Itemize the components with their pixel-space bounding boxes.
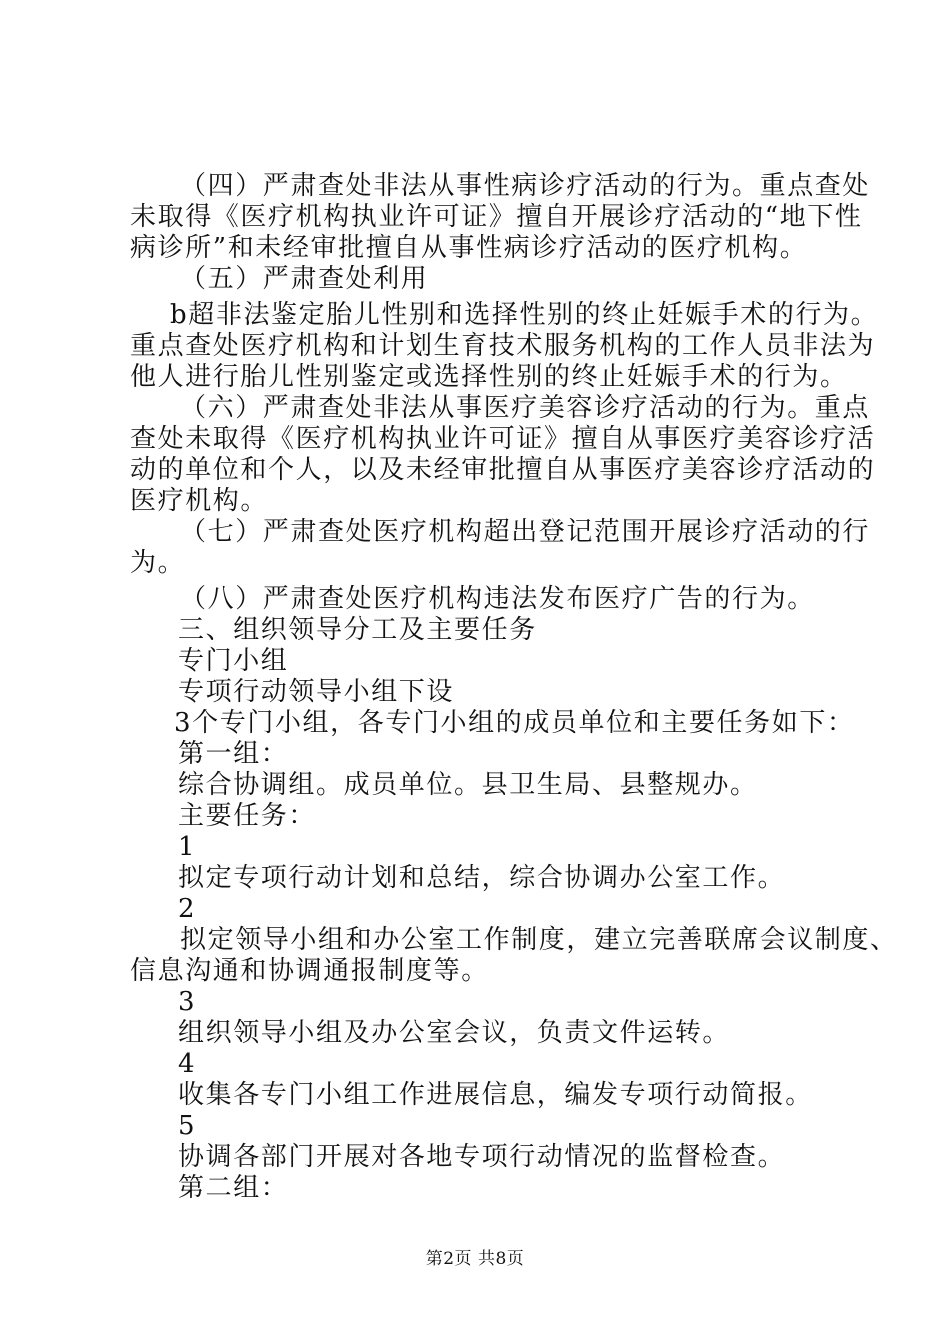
paragraph-line: 综合协调组。成员单位。县卫生局、县整规办。 <box>178 770 758 800</box>
document-body <box>130 171 898 1204</box>
paragraph-line: （六）严肃查处非法从事医疗美容诊疗活动的行为。重点 <box>180 393 871 423</box>
paragraph-line: 专门小组 <box>178 646 289 676</box>
paragraph-line: （五）严肃查处利用 <box>180 264 429 294</box>
paragraph-line: 为。 <box>130 548 186 578</box>
paragraph-line: 未取得《医疗机构执业许可证》擅自开展诊疗活动的“地下性 <box>130 202 863 232</box>
paragraph-line: 病诊所”和未经审批擅自从事性病诊疗活动的医疗机构。 <box>130 233 808 263</box>
paragraph-line: 动的单位和个人，以及未经审批擅自从事医疗美容诊疗活动的 <box>130 455 876 485</box>
paragraph-line: 3个专门小组，各专门小组的成员单位和主要任务如下： <box>174 708 855 738</box>
list-number: 2 <box>178 894 197 924</box>
group-heading: 第二组： <box>178 1173 289 1203</box>
list-item: 组织领导小组及办公室会议，负责文件运转。 <box>178 1018 731 1048</box>
list-number: 3 <box>178 987 197 1017</box>
page-number-footer: 第2页 共8页 <box>425 1249 525 1269</box>
list-number: 4 <box>178 1049 197 1079</box>
paragraph-line: 重点查处医疗机构和计划生育技术服务机构的工作人员非法为 <box>130 331 876 361</box>
paragraph-line: 主要任务： <box>178 801 317 831</box>
group-heading: 第一组： <box>178 739 289 769</box>
section-heading: 三、组织领导分工及主要任务 <box>178 615 537 645</box>
paragraph-line: 专项行动领导小组下设 <box>178 677 455 707</box>
paragraph-line: b超非法鉴定胎儿性别和选择性别的终止妊娠手术的行为。 <box>170 300 879 330</box>
paragraph-line: （七）严肃查处医疗机构超出登记范围开展诊疗活动的行 <box>180 517 871 547</box>
paragraph-line: 查处未取得《医疗机构执业许可证》擅自从事医疗美容诊疗活 <box>130 424 876 454</box>
list-number: 1 <box>178 832 197 862</box>
paragraph-line: 信息沟通和协调通报制度等。 <box>130 956 489 986</box>
list-item: 收集各专门小组工作进展信息，编发专项行动简报。 <box>178 1080 813 1110</box>
paragraph-line: （四）严肃查处非法从事性病诊疗活动的行为。重点查处 <box>180 171 871 201</box>
list-number: 5 <box>178 1111 197 1141</box>
list-item: 协调各部门开展对各地专项行动情况的监督检查。 <box>178 1142 786 1172</box>
paragraph-line: （八）严肃查处医疗机构违法发布医疗广告的行为。 <box>180 584 815 614</box>
list-item: 拟定领导小组和办公室工作制度，建立完善联席会议制度、 <box>180 925 898 955</box>
list-item: 拟定专项行动计划和总结，综合协调办公室工作。 <box>178 863 786 893</box>
paragraph-line: 他人进行胎儿性别鉴定或选择性别的终止妊娠手术的行为。 <box>130 362 848 392</box>
paragraph-line: 医疗机构。 <box>130 486 269 516</box>
